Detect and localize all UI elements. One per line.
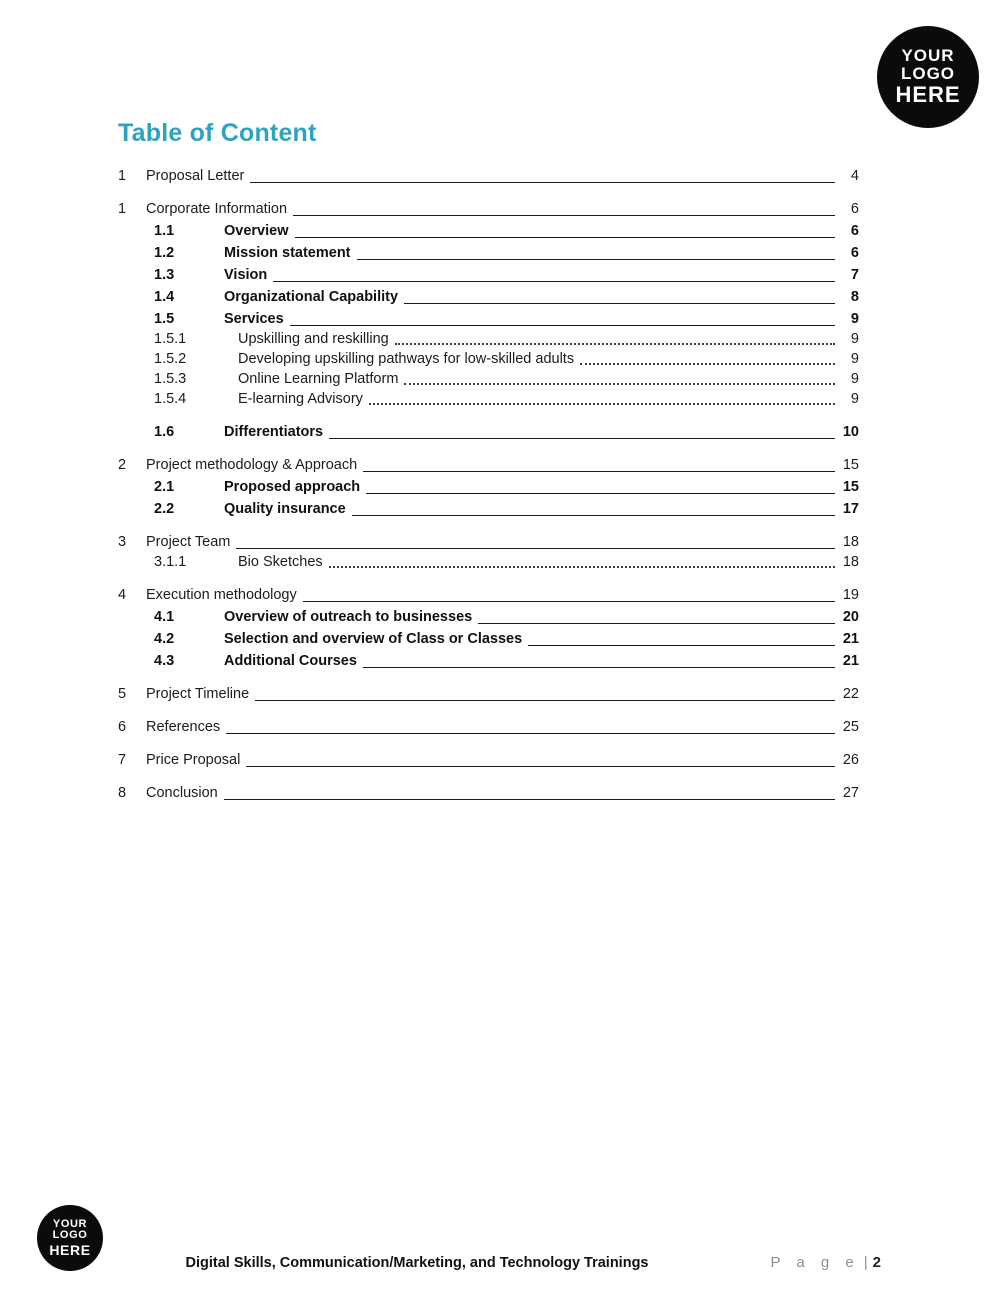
footer-page-separator: |	[863, 1254, 868, 1271]
toc-entry-page: 6	[850, 245, 859, 261]
toc-leader	[352, 500, 835, 519]
toc-entry-page: 6	[850, 223, 859, 239]
toc-entry-page: 6	[850, 201, 859, 217]
toc-entry-label: Project methodology & Approach	[146, 457, 358, 473]
toc-entry-number: 1.5.1	[154, 331, 187, 347]
toc-entry[interactable]	[118, 478, 859, 497]
toc-section	[118, 119, 859, 803]
toc-entry-label: Organizational Capability	[224, 289, 399, 305]
toc-entry[interactable]	[118, 500, 859, 519]
toc-entry-label: Execution methodology	[146, 587, 297, 603]
toc-entry[interactable]	[118, 553, 859, 572]
toc-entry-page: 27	[842, 785, 859, 801]
toc-entry-label: Overview	[224, 223, 289, 239]
toc-leader	[357, 244, 836, 263]
toc-leader	[273, 266, 835, 285]
toc-entry[interactable]	[118, 423, 859, 442]
toc-entry-page: 20	[842, 609, 859, 625]
toc-entry-page: 9	[850, 311, 859, 327]
toc-entry-label: Overview of outreach to businesses	[224, 609, 473, 625]
toc-leader	[250, 167, 835, 186]
toc-entry-page: 26	[842, 752, 859, 768]
toc-entry[interactable]	[118, 330, 859, 349]
logo-text-logo: LOGO	[52, 1229, 88, 1242]
toc-entry[interactable]	[118, 390, 859, 409]
toc-entry[interactable]	[118, 751, 859, 770]
toc-entry-label: Selection and overview of Class or Classes	[224, 631, 523, 647]
toc-entry-page: 15	[842, 479, 859, 495]
toc-leader	[369, 390, 835, 409]
toc-entry-label: Proposal Letter	[146, 168, 245, 184]
toc-entry-page: 22	[842, 686, 859, 702]
toc-entry[interactable]	[118, 685, 859, 704]
toc-entry-label: Project Team	[146, 534, 231, 550]
toc-entry-label: Bio Sketches	[238, 554, 323, 570]
toc-entry-page: 9	[850, 391, 859, 407]
toc-entry-page: 9	[850, 331, 859, 347]
toc-entry[interactable]	[118, 533, 859, 552]
toc-leader	[329, 423, 835, 442]
toc-leader	[295, 222, 836, 241]
toc-entry-number: 1.1	[154, 223, 175, 239]
toc-leader	[224, 784, 835, 803]
toc-entry[interactable]	[118, 200, 859, 219]
toc-leader	[226, 718, 835, 737]
toc-entry-number: 1.2	[154, 245, 175, 261]
toc-entry-label: Vision	[224, 267, 268, 283]
logo-placeholder-bottom	[37, 1205, 103, 1271]
toc-entry-number: 4.3	[154, 653, 175, 669]
toc-entry-label: Conclusion	[146, 785, 218, 801]
logo-text-here: HERE	[895, 82, 961, 108]
toc-entry-number: 1.5.4	[154, 391, 187, 407]
toc-entry-number: 4.1	[154, 609, 175, 625]
toc-leader	[404, 370, 835, 389]
toc-entry-number: 1	[118, 201, 127, 217]
toc-entry[interactable]	[118, 266, 859, 285]
toc-entry[interactable]	[118, 630, 859, 649]
toc-entry-page: 4	[850, 168, 859, 184]
toc-entry[interactable]	[118, 310, 859, 329]
toc-list	[118, 167, 859, 803]
toc-entry-number: 1.4	[154, 289, 175, 305]
toc-leader	[246, 751, 835, 770]
toc-entry-page: 9	[850, 351, 859, 367]
toc-entry[interactable]	[118, 456, 859, 475]
toc-entry-label: Corporate Information	[146, 201, 288, 217]
toc-entry[interactable]	[118, 718, 859, 737]
toc-entry-number: 5	[118, 686, 127, 702]
toc-entry-label: Proposed approach	[224, 479, 361, 495]
toc-entry-page: 21	[842, 631, 859, 647]
toc-entry-number: 8	[118, 785, 127, 801]
toc-entry-label: Online Learning Platform	[238, 371, 399, 387]
toc-entry-number: 7	[118, 752, 127, 768]
toc-entry-label: Project Timeline	[146, 686, 250, 702]
toc-entry-page: 18	[842, 554, 859, 570]
footer-document-title: Digital Skills, Communication/Marketing, and Technology Trainings	[185, 1255, 649, 1271]
toc-leader	[255, 685, 835, 704]
toc-leader	[580, 350, 835, 369]
toc-entry-label: E-learning Advisory	[238, 391, 363, 407]
toc-leader	[303, 586, 835, 605]
toc-entry-number: 2.2	[154, 501, 175, 517]
toc-entry-number: 4	[118, 587, 127, 603]
toc-entry[interactable]	[118, 608, 859, 627]
toc-entry-number: 1.5.2	[154, 351, 187, 367]
toc-entry[interactable]	[118, 370, 859, 389]
toc-leader	[329, 553, 835, 572]
page-title: Table of Content	[118, 119, 317, 147]
toc-entry[interactable]	[118, 244, 859, 263]
toc-entry-page: 18	[842, 534, 859, 550]
toc-entry-label: Additional Courses	[224, 653, 357, 669]
toc-entry[interactable]	[118, 784, 859, 803]
toc-entry-label: Upskilling and reskilling	[238, 331, 389, 347]
toc-entry-number: 3.1.1	[154, 554, 187, 570]
toc-entry-number: 6	[118, 719, 127, 735]
toc-entry-number: 3	[118, 534, 127, 550]
logo-placeholder-top	[877, 26, 979, 128]
logo-text-your: YOUR	[901, 46, 955, 66]
toc-entry-label: References	[146, 719, 221, 735]
toc-entry-number: 1	[118, 168, 127, 184]
toc-entry-label: Developing upskilling pathways for low-skilled adults	[238, 351, 575, 367]
toc-entry-number: 1.5	[154, 311, 175, 327]
toc-entry-page: 19	[842, 587, 859, 603]
toc-leader	[404, 288, 835, 307]
toc-entry-label: Services	[224, 311, 284, 327]
toc-entry-number: 1.6	[154, 424, 175, 440]
toc-entry-number: 4.2	[154, 631, 175, 647]
logo-text-here: HERE	[49, 1241, 91, 1258]
toc-entry-page: 9	[850, 371, 859, 387]
toc-leader	[528, 630, 835, 649]
toc-entry-number: 1.3	[154, 267, 175, 283]
toc-leader	[363, 456, 835, 475]
toc-entry[interactable]	[118, 288, 859, 307]
toc-entry-label: Quality insurance	[224, 501, 346, 517]
toc-entry[interactable]	[118, 167, 859, 186]
toc-entry-page: 21	[842, 653, 859, 669]
toc-entry-page: 15	[842, 457, 859, 473]
toc-leader	[293, 200, 835, 219]
toc-entry[interactable]	[118, 652, 859, 671]
logo-text-logo: LOGO	[900, 63, 956, 83]
toc-entry[interactable]	[118, 222, 859, 241]
toc-entry-number: 2	[118, 457, 127, 473]
toc-entry-page: 17	[842, 501, 859, 517]
toc-entry[interactable]	[118, 350, 859, 369]
footer-page-label: P a g e	[770, 1254, 860, 1271]
toc-entry[interactable]	[118, 586, 859, 605]
toc-entry-number: 1.5.3	[154, 371, 187, 387]
footer-page-indicator	[770, 1254, 881, 1271]
toc-leader	[478, 608, 835, 627]
toc-leader	[395, 330, 835, 349]
toc-entry-page: 8	[850, 289, 859, 305]
toc-entry-page: 7	[850, 267, 859, 283]
toc-leader	[363, 652, 835, 671]
toc-leader	[236, 533, 835, 552]
toc-entry-number: 2.1	[154, 479, 175, 495]
toc-entry-label: Mission statement	[224, 245, 351, 261]
toc-entry-page: 25	[842, 719, 859, 735]
toc-entry-page: 10	[842, 424, 859, 440]
toc-entry-label: Differentiators	[224, 424, 324, 440]
footer-page-number: 2	[872, 1254, 881, 1271]
toc-leader	[290, 310, 835, 329]
toc-entry-label: Price Proposal	[146, 752, 241, 768]
toc-leader	[366, 478, 835, 497]
logo-text-your: YOUR	[52, 1218, 88, 1231]
